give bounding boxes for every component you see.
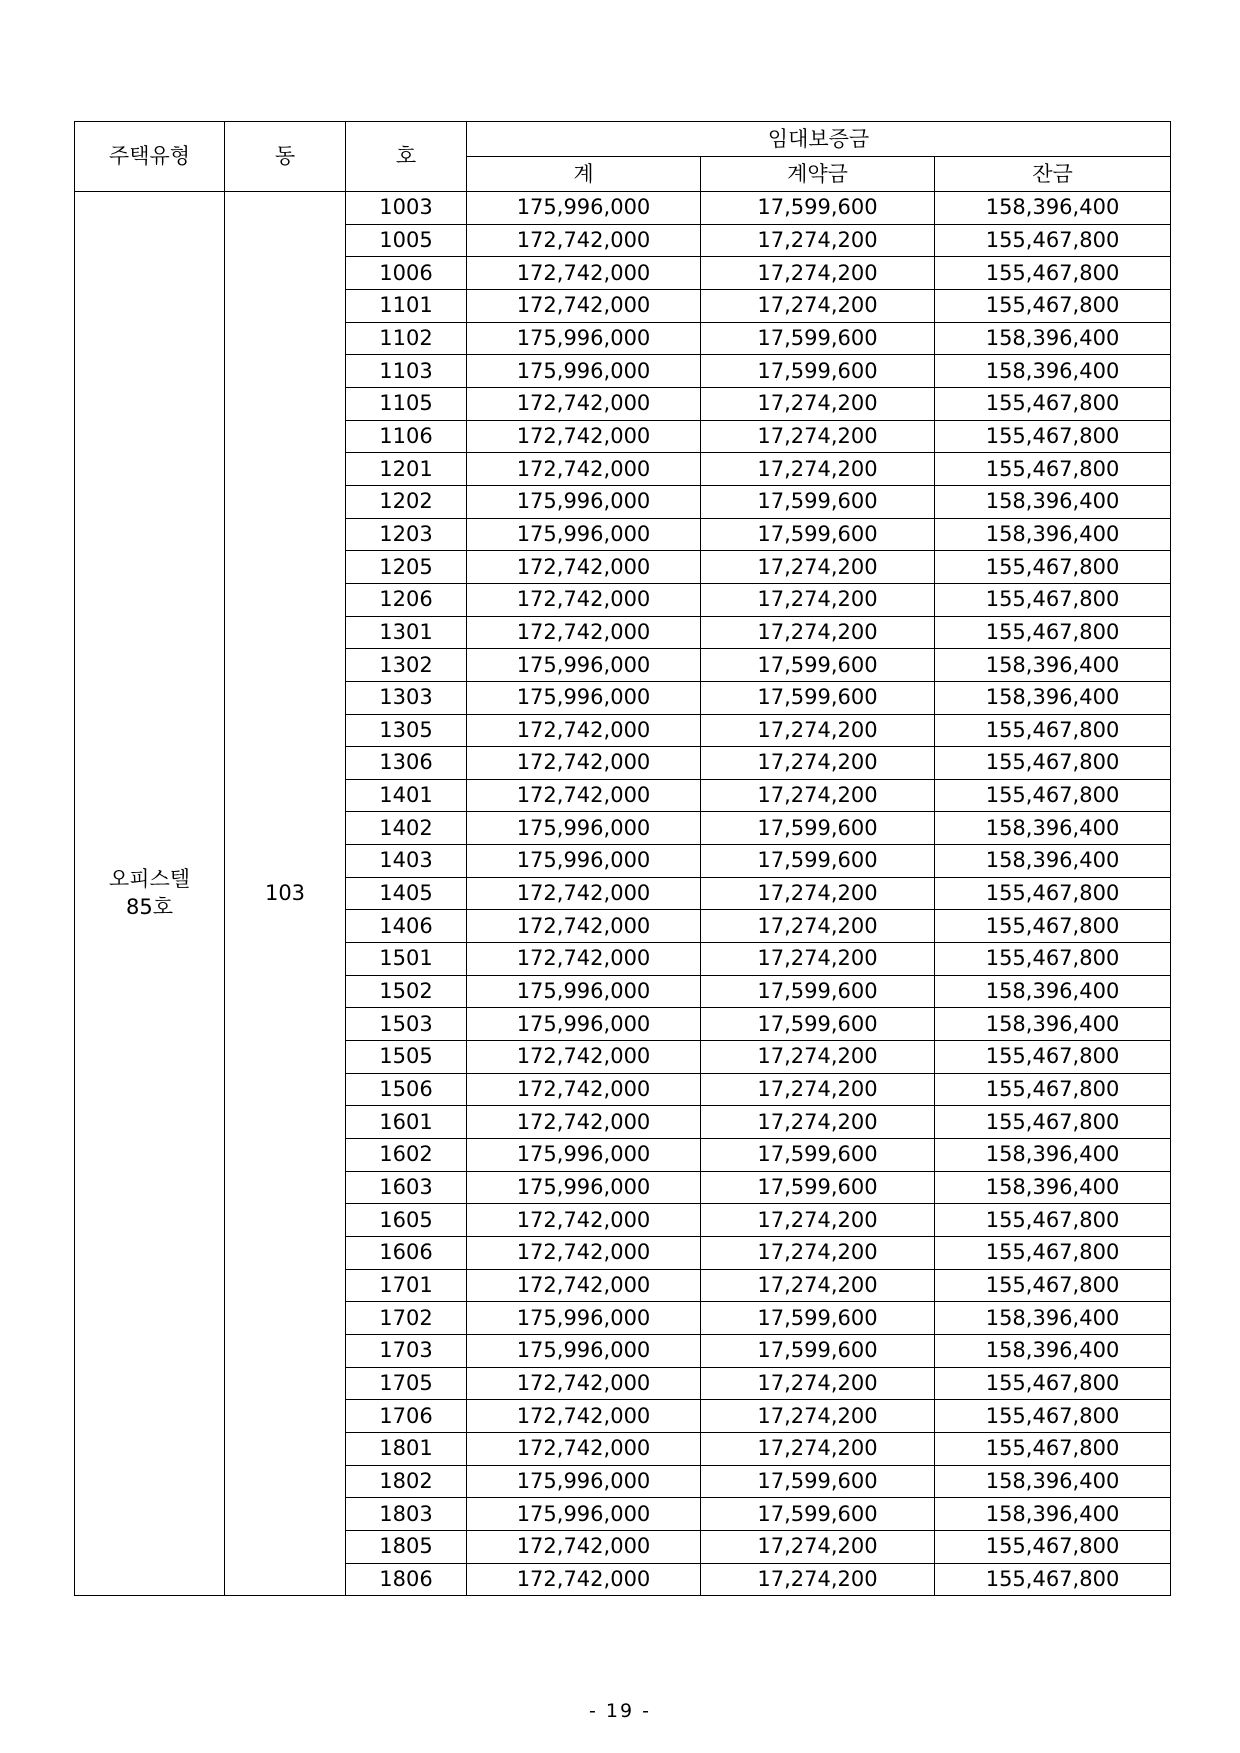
total-cell: 175,996,000 <box>467 845 701 878</box>
contract-fee-cell: 17,274,200 <box>701 453 935 486</box>
unit-cell: 1105 <box>346 387 467 420</box>
rent-deposit-table <box>74 121 1171 1596</box>
total-cell: 172,742,000 <box>467 583 701 616</box>
contract-fee-cell: 17,274,200 <box>701 779 935 812</box>
contract-fee-cell: 17,274,200 <box>701 224 935 257</box>
total-cell: 175,996,000 <box>467 681 701 714</box>
total-cell: 175,996,000 <box>467 975 701 1008</box>
unit-cell: 1305 <box>346 714 467 747</box>
total-cell: 175,996,000 <box>467 322 701 355</box>
total-cell: 172,742,000 <box>467 747 701 780</box>
balance-cell: 158,396,400 <box>935 485 1171 518</box>
unit-cell: 1806 <box>346 1563 467 1596</box>
balance-cell: 155,467,800 <box>935 747 1171 780</box>
total-cell: 172,742,000 <box>467 1041 701 1074</box>
total-cell: 175,996,000 <box>467 1465 701 1498</box>
unit-cell: 1702 <box>346 1302 467 1335</box>
unit-cell: 1802 <box>346 1465 467 1498</box>
total-cell: 175,996,000 <box>467 649 701 682</box>
contract-fee-cell: 17,599,600 <box>701 1171 935 1204</box>
total-cell: 172,742,000 <box>467 289 701 322</box>
unit-cell: 1503 <box>346 1008 467 1041</box>
contract-fee-cell: 17,274,200 <box>701 943 935 976</box>
balance-cell: 155,467,800 <box>935 877 1171 910</box>
balance-cell: 155,467,800 <box>935 616 1171 649</box>
unit-cell: 1701 <box>346 1269 467 1302</box>
total-cell: 172,742,000 <box>467 257 701 290</box>
contract-fee-cell: 17,599,600 <box>701 518 935 551</box>
balance-cell: 155,467,800 <box>935 1530 1171 1563</box>
contract-fee-cell: 17,599,600 <box>701 1498 935 1531</box>
total-cell: 172,742,000 <box>467 1269 701 1302</box>
page-number: - 19 - <box>589 1700 651 1722</box>
unit-cell: 1003 <box>346 192 467 225</box>
balance-cell: 158,396,400 <box>935 518 1171 551</box>
contract-fee-cell: 17,599,600 <box>701 649 935 682</box>
balance-cell: 155,467,800 <box>935 453 1171 486</box>
balance-cell: 155,467,800 <box>935 1073 1171 1106</box>
total-cell: 172,742,000 <box>467 1204 701 1237</box>
balance-cell: 158,396,400 <box>935 322 1171 355</box>
unit-cell: 1506 <box>346 1073 467 1106</box>
header-unit: 호 <box>346 122 467 192</box>
unit-cell: 1302 <box>346 649 467 682</box>
contract-fee-cell: 17,274,200 <box>701 257 935 290</box>
contract-fee-cell: 17,599,600 <box>701 192 935 225</box>
balance-cell: 155,467,800 <box>935 714 1171 747</box>
unit-cell: 1202 <box>346 485 467 518</box>
contract-fee-cell: 17,274,200 <box>701 583 935 616</box>
unit-cell: 1803 <box>346 1498 467 1531</box>
contract-fee-cell: 17,274,200 <box>701 877 935 910</box>
contract-fee-cell: 17,599,600 <box>701 812 935 845</box>
balance-cell: 155,467,800 <box>935 1237 1171 1270</box>
header-balance: 잔금 <box>935 157 1171 192</box>
balance-cell: 158,396,400 <box>935 649 1171 682</box>
total-cell: 175,996,000 <box>467 355 701 388</box>
contract-fee-cell: 17,274,200 <box>701 910 935 943</box>
unit-cell: 1605 <box>346 1204 467 1237</box>
total-cell: 172,742,000 <box>467 453 701 486</box>
total-cell: 172,742,000 <box>467 1432 701 1465</box>
total-cell: 175,996,000 <box>467 1498 701 1531</box>
unit-cell: 1201 <box>346 453 467 486</box>
total-cell: 175,996,000 <box>467 485 701 518</box>
unit-cell: 1306 <box>346 747 467 780</box>
balance-cell: 158,396,400 <box>935 845 1171 878</box>
contract-fee-cell: 17,274,200 <box>701 1400 935 1433</box>
contract-fee-cell: 17,274,200 <box>701 714 935 747</box>
total-cell: 175,996,000 <box>467 1139 701 1172</box>
balance-cell: 155,467,800 <box>935 910 1171 943</box>
balance-cell: 155,467,800 <box>935 1400 1171 1433</box>
balance-cell: 155,467,800 <box>935 289 1171 322</box>
table-row <box>75 192 1171 225</box>
balance-cell: 155,467,800 <box>935 1041 1171 1074</box>
total-cell: 172,742,000 <box>467 551 701 584</box>
total-cell: 175,996,000 <box>467 812 701 845</box>
contract-fee-cell: 17,274,200 <box>701 1073 935 1106</box>
contract-fee-cell: 17,274,200 <box>701 1269 935 1302</box>
balance-cell: 158,396,400 <box>935 1008 1171 1041</box>
total-cell: 172,742,000 <box>467 616 701 649</box>
balance-cell: 155,467,800 <box>935 1269 1171 1302</box>
unit-cell: 1005 <box>346 224 467 257</box>
balance-cell: 158,396,400 <box>935 681 1171 714</box>
unit-cell: 1501 <box>346 943 467 976</box>
balance-cell: 158,396,400 <box>935 975 1171 1008</box>
total-cell: 175,996,000 <box>467 1334 701 1367</box>
balance-cell: 155,467,800 <box>935 1367 1171 1400</box>
balance-cell: 155,467,800 <box>935 551 1171 584</box>
unit-cell: 1006 <box>346 257 467 290</box>
contract-fee-cell: 17,274,200 <box>701 1563 935 1596</box>
balance-cell: 158,396,400 <box>935 812 1171 845</box>
total-cell: 172,742,000 <box>467 1073 701 1106</box>
unit-cell: 1601 <box>346 1106 467 1139</box>
unit-cell: 1206 <box>346 583 467 616</box>
unit-cell: 1103 <box>346 355 467 388</box>
unit-cell: 1405 <box>346 877 467 910</box>
contract-fee-cell: 17,274,200 <box>701 1432 935 1465</box>
contract-fee-cell: 17,599,600 <box>701 975 935 1008</box>
balance-cell: 155,467,800 <box>935 1563 1171 1596</box>
unit-cell: 1102 <box>346 322 467 355</box>
balance-cell: 158,396,400 <box>935 192 1171 225</box>
contract-fee-cell: 17,274,200 <box>701 1237 935 1270</box>
unit-cell: 1706 <box>346 1400 467 1433</box>
balance-cell: 155,467,800 <box>935 257 1171 290</box>
contract-fee-cell: 17,274,200 <box>701 420 935 453</box>
contract-fee-cell: 17,599,600 <box>701 1139 935 1172</box>
table-header <box>75 122 1171 192</box>
total-cell: 175,996,000 <box>467 1171 701 1204</box>
unit-cell: 1402 <box>346 812 467 845</box>
total-cell: 172,742,000 <box>467 1367 701 1400</box>
total-cell: 172,742,000 <box>467 943 701 976</box>
unit-cell: 1502 <box>346 975 467 1008</box>
unit-cell: 1703 <box>346 1334 467 1367</box>
contract-fee-cell: 17,274,200 <box>701 551 935 584</box>
unit-cell: 1505 <box>346 1041 467 1074</box>
unit-cell: 1606 <box>346 1237 467 1270</box>
housing-type-cell: 오피스텔 85호 <box>75 192 225 1596</box>
unit-cell: 1801 <box>346 1432 467 1465</box>
contract-fee-cell: 17,274,200 <box>701 387 935 420</box>
balance-cell: 155,467,800 <box>935 1432 1171 1465</box>
contract-fee-cell: 17,274,200 <box>701 1041 935 1074</box>
balance-cell: 158,396,400 <box>935 355 1171 388</box>
contract-fee-cell: 17,274,200 <box>701 1367 935 1400</box>
unit-cell: 1602 <box>346 1139 467 1172</box>
contract-fee-cell: 17,599,600 <box>701 485 935 518</box>
building-cell: 103 <box>225 192 346 1596</box>
total-cell: 172,742,000 <box>467 1400 701 1433</box>
table-body <box>75 192 1171 1596</box>
unit-cell: 1303 <box>346 681 467 714</box>
unit-cell: 1401 <box>346 779 467 812</box>
contract-fee-cell: 17,274,200 <box>701 289 935 322</box>
total-cell: 172,742,000 <box>467 420 701 453</box>
total-cell: 172,742,000 <box>467 910 701 943</box>
contract-fee-cell: 17,599,600 <box>701 1008 935 1041</box>
balance-cell: 155,467,800 <box>935 583 1171 616</box>
balance-cell: 155,467,800 <box>935 224 1171 257</box>
balance-cell: 155,467,800 <box>935 1106 1171 1139</box>
unit-cell: 1603 <box>346 1171 467 1204</box>
total-cell: 172,742,000 <box>467 714 701 747</box>
total-cell: 175,996,000 <box>467 518 701 551</box>
unit-cell: 1106 <box>346 420 467 453</box>
balance-cell: 158,396,400 <box>935 1171 1171 1204</box>
contract-fee-cell: 17,599,600 <box>701 681 935 714</box>
unit-cell: 1301 <box>346 616 467 649</box>
unit-cell: 1805 <box>346 1530 467 1563</box>
contract-fee-cell: 17,274,200 <box>701 616 935 649</box>
unit-cell: 1101 <box>346 289 467 322</box>
contract-fee-cell: 17,274,200 <box>701 1204 935 1237</box>
contract-fee-cell: 17,599,600 <box>701 1465 935 1498</box>
total-cell: 175,996,000 <box>467 1008 701 1041</box>
header-row-top <box>75 122 1171 157</box>
balance-cell: 158,396,400 <box>935 1465 1171 1498</box>
total-cell: 172,742,000 <box>467 1563 701 1596</box>
total-cell: 172,742,000 <box>467 387 701 420</box>
balance-cell: 158,396,400 <box>935 1334 1171 1367</box>
unit-cell: 1205 <box>346 551 467 584</box>
balance-cell: 155,467,800 <box>935 1204 1171 1237</box>
balance-cell: 155,467,800 <box>935 943 1171 976</box>
total-cell: 172,742,000 <box>467 779 701 812</box>
contract-fee-cell: 17,274,200 <box>701 1530 935 1563</box>
header-contract-fee: 계약금 <box>701 157 935 192</box>
contract-fee-cell: 17,274,200 <box>701 747 935 780</box>
contract-fee-cell: 17,599,600 <box>701 322 935 355</box>
unit-cell: 1203 <box>346 518 467 551</box>
total-cell: 172,742,000 <box>467 1237 701 1270</box>
total-cell: 175,996,000 <box>467 192 701 225</box>
header-total: 계 <box>467 157 701 192</box>
contract-fee-cell: 17,599,600 <box>701 355 935 388</box>
balance-cell: 155,467,800 <box>935 779 1171 812</box>
total-cell: 175,996,000 <box>467 1302 701 1335</box>
balance-cell: 158,396,400 <box>935 1498 1171 1531</box>
unit-cell: 1406 <box>346 910 467 943</box>
balance-cell: 158,396,400 <box>935 1139 1171 1172</box>
unit-cell: 1705 <box>346 1367 467 1400</box>
unit-cell: 1403 <box>346 845 467 878</box>
contract-fee-cell: 17,599,600 <box>701 845 935 878</box>
total-cell: 172,742,000 <box>467 877 701 910</box>
header-rental-deposit: 임대보증금 <box>467 122 1171 157</box>
header-building: 동 <box>225 122 346 192</box>
contract-fee-cell: 17,599,600 <box>701 1334 935 1367</box>
total-cell: 172,742,000 <box>467 224 701 257</box>
header-housing-type: 주택유형 <box>75 122 225 192</box>
balance-cell: 158,396,400 <box>935 1302 1171 1335</box>
total-cell: 172,742,000 <box>467 1530 701 1563</box>
balance-cell: 155,467,800 <box>935 387 1171 420</box>
contract-fee-cell: 17,274,200 <box>701 1106 935 1139</box>
contract-fee-cell: 17,599,600 <box>701 1302 935 1335</box>
total-cell: 172,742,000 <box>467 1106 701 1139</box>
balance-cell: 155,467,800 <box>935 420 1171 453</box>
